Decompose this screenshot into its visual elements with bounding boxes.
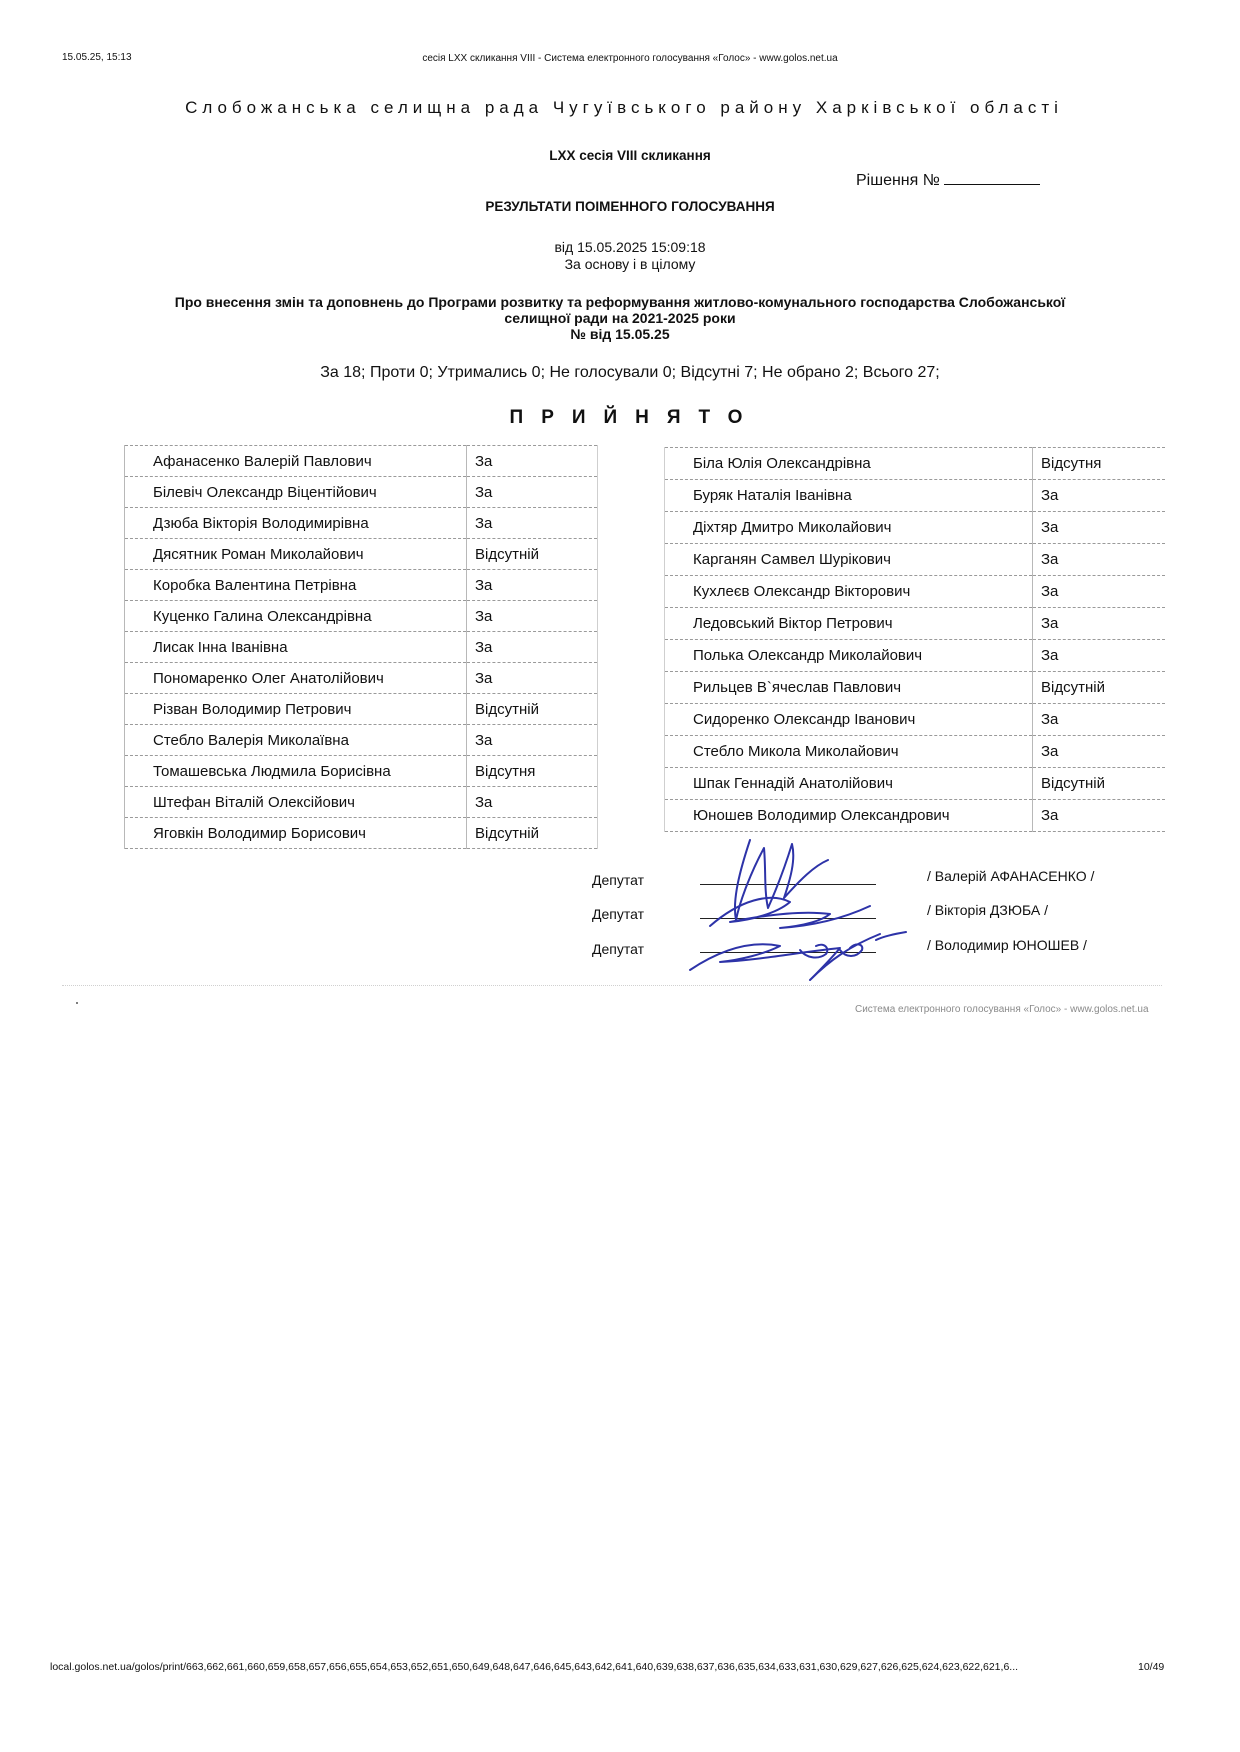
vote-result: За (1033, 736, 1166, 768)
deputy-name: Дясятник Роман Миколайович (125, 539, 467, 570)
table-row (665, 448, 1166, 480)
deputy-name: Юношев Володимир Олександрович (665, 800, 1033, 832)
deputy-name: Біла Юлія Олександрівна (665, 448, 1033, 480)
table-row (665, 640, 1166, 672)
signature-label: Депутат (592, 906, 644, 922)
vote-result: За (1033, 544, 1166, 576)
table-row (665, 704, 1166, 736)
vote-result: За (467, 570, 598, 601)
table-row (125, 663, 598, 694)
signature-label: Депутат (592, 872, 644, 888)
print-datetime: 15.05.25, 15:13 (62, 52, 132, 63)
handwritten-signatures (680, 830, 920, 1000)
page-number: 10/49 (1138, 1661, 1165, 1673)
deputy-name: Куценко Галина Олександрівна (125, 601, 467, 632)
deputy-name: Штефан Віталій Олексійович (125, 787, 467, 818)
vote-result: Відсутній (467, 539, 598, 570)
vote-result: Відсутній (1033, 672, 1166, 704)
vote-basis: За основу і в цілому (564, 256, 696, 272)
vote-result: Відсутня (467, 756, 598, 787)
signatory-name: / Вікторія ДЗЮБА / (927, 902, 1048, 918)
vote-result: Відсутня (1033, 448, 1166, 480)
table-row (125, 725, 598, 756)
table-row (125, 756, 598, 787)
vote-result: Відсутній (467, 694, 598, 725)
table-row (665, 672, 1166, 704)
vote-result: За (467, 477, 598, 508)
deputy-name: Афанасенко Валерій Павлович (125, 446, 467, 477)
decision-label: Рішення № (856, 172, 940, 189)
signature-label: Депутат (592, 941, 644, 957)
speck (76, 1002, 78, 1004)
vote-result: За (1033, 576, 1166, 608)
table-row (125, 787, 598, 818)
table-row (125, 508, 598, 539)
subject-line-1: Про внесення змін та доповнень до Програми розвитку та реформування житлово-комунального господарства Слобожанської (174, 294, 1066, 310)
votes-table-right (664, 447, 1165, 832)
deputy-name: Стебло Валерія Миколаївна (125, 725, 467, 756)
session-title: LXX сесія VIII скликання (549, 148, 711, 163)
table-row (665, 576, 1166, 608)
vote-result: За (467, 601, 598, 632)
votes-table-left (124, 445, 598, 849)
vote-result: За (467, 787, 598, 818)
decision-number (856, 170, 1040, 190)
vote-result: За (467, 508, 598, 539)
deputy-name: Сидоренко Олександр Іванович (665, 704, 1033, 736)
deputy-name: Карганян Самвел Шурікович (665, 544, 1033, 576)
deputy-name: Лисак Інна Іванівна (125, 632, 467, 663)
subject-line-2: селищної ради на 2021-2025 роки (504, 310, 736, 326)
table-row (125, 601, 598, 632)
decision-subject (100, 294, 1140, 342)
deputy-name: Пономаренко Олег Анатолійович (125, 663, 467, 694)
footer-divider (62, 985, 1162, 986)
deputy-name: Шпак Геннадій Анатолійович (665, 768, 1033, 800)
table-row (665, 512, 1166, 544)
deputy-name: Томашевська Людмила Борисівна (125, 756, 467, 787)
vote-result: Відсутній (1033, 768, 1166, 800)
table-row (125, 694, 598, 725)
council-name: Слобожанська селищна рада Чугуївського району Харківської області (185, 98, 1063, 117)
deputy-name: Буряк Наталія Іванівна (665, 480, 1033, 512)
deputy-name: Різван Володимир Петрович (125, 694, 467, 725)
deputy-name: Кухлеєв Олександр Вікторович (665, 576, 1033, 608)
vote-totals: За 18; Проти 0; Утримались 0; Не голосували 0; Відсутні 7; Не обрано 2; Всього 27; (320, 364, 940, 381)
deputy-name: Рильцев В`ячеслав Павлович (665, 672, 1033, 704)
vote-result: За (1033, 800, 1166, 832)
vote-result: За (1033, 608, 1166, 640)
table-row (125, 632, 598, 663)
deputy-name: Полька Олександр Миколайович (665, 640, 1033, 672)
table-row (125, 539, 598, 570)
vote-result: За (467, 725, 598, 756)
vote-result: За (467, 446, 598, 477)
vote-result: Відсутній (467, 818, 598, 849)
deputy-name: Білевіч Олександр Віцентійович (125, 477, 467, 508)
vote-result: За (467, 632, 598, 663)
results-heading: РЕЗУЛЬТАТИ ПОІМЕННОГО ГОЛОСУВАННЯ (485, 199, 775, 214)
deputy-name: Стебло Микола Миколайович (665, 736, 1033, 768)
table-row (125, 818, 598, 849)
vote-result: За (1033, 512, 1166, 544)
deputy-name: Дзюба Вікторія Володимирівна (125, 508, 467, 539)
deputy-name: Ледовський Віктор Петрович (665, 608, 1033, 640)
print-url: local.golos.net.ua/golos/print/663,662,661,660,659,658,657,656,655,654,653,652,651,650,649,648,647,646,645,643,642,641,640,639,638,637,636,635,634,633,631,630,629,627,626,625,624,623,622,621,6... (50, 1661, 1019, 1673)
subject-line-3: № від 15.05.25 (570, 326, 670, 342)
verdict: ПРИЙНЯТО (509, 407, 761, 428)
print-title: сесія LXX скликання VIII - Система електронного голосування «Голос» - www.golos.net.ua (422, 53, 838, 64)
vote-result: За (1033, 480, 1166, 512)
table-row (665, 800, 1166, 832)
vote-date: від 15.05.2025 15:09:18 (554, 239, 706, 255)
table-row (125, 477, 598, 508)
vote-result: За (1033, 640, 1166, 672)
vote-result: За (1033, 704, 1166, 736)
signatory-name: / Валерій АФАНАСЕНКО / (927, 868, 1095, 884)
table-row (665, 736, 1166, 768)
table-row (125, 446, 598, 477)
signatory-name: / Володимир ЮНОШЕВ / (927, 937, 1087, 953)
table-row (665, 544, 1166, 576)
system-note: Система електронного голосування «Голос» - www.golos.net.ua (855, 1004, 1149, 1015)
table-row (125, 570, 598, 601)
deputy-name: Яговкін Володимир Борисович (125, 818, 467, 849)
vote-result: За (467, 663, 598, 694)
deputy-name: Коробка Валентина Петрівна (125, 570, 467, 601)
table-row (665, 608, 1166, 640)
table-row (665, 480, 1166, 512)
decision-blank-line (944, 170, 1040, 185)
deputy-name: Діхтяр Дмитро Миколайович (665, 512, 1033, 544)
table-row (665, 768, 1166, 800)
